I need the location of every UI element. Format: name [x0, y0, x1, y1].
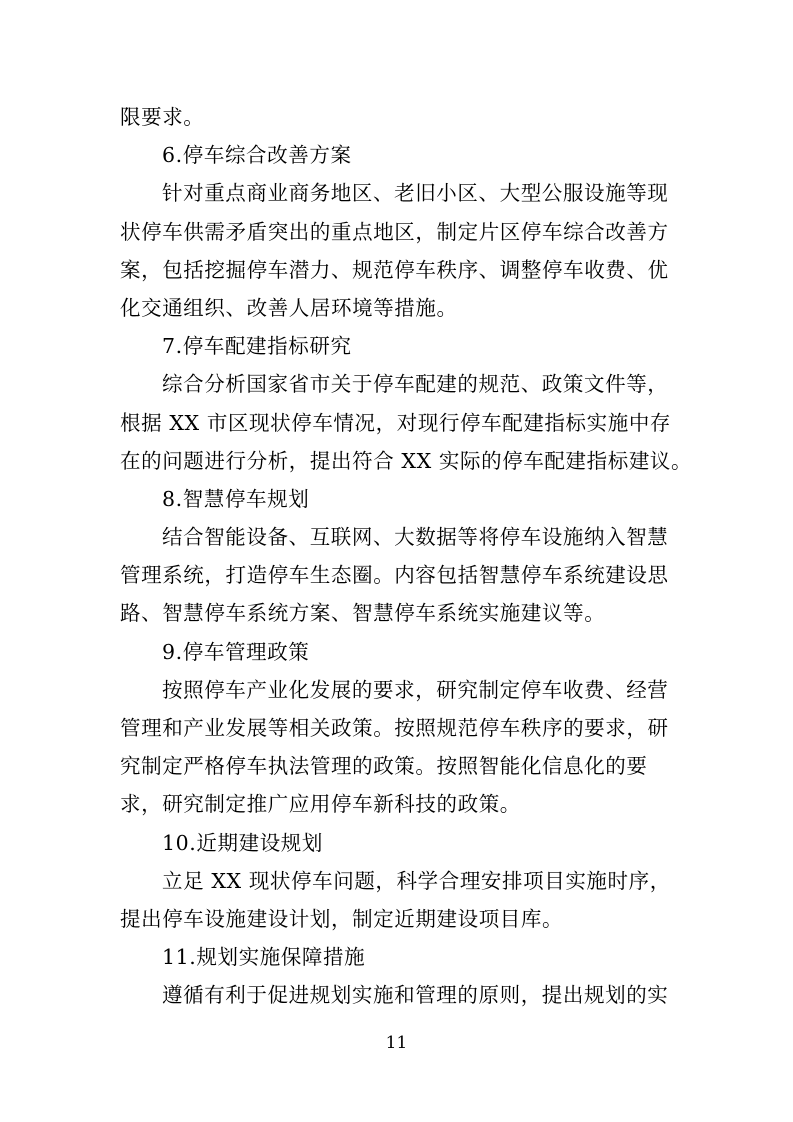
body-text-line: 针对重点商业商务地区、老旧小区、大型公服设施等现: [162, 181, 669, 206]
body-text-line: 综合分析国家省市关于停车配建的规范、政策文件等，: [162, 372, 669, 397]
body-text-line: 按照停车产业化发展的要求，研究制定停车收费、经营: [162, 677, 669, 702]
body-text-line: 立足 XX 现状停车问题，科学合理安排项目实施时序，: [162, 868, 671, 893]
body-text-line: 提出停车设施建设计划，制定近期建设项目库。: [120, 906, 564, 931]
body-text-line: 究制定严格停车执法管理的政策。按照智能化信息化的要: [120, 754, 648, 779]
document-body: [120, 98, 693, 1015]
body-text-line: 案，包括挖掘停车潜力、规范停车秩序、调整停车收费、优: [120, 257, 669, 282]
section-heading-9: 9.停车管理政策: [162, 639, 310, 664]
section-heading-8: 8.智慧停车规划: [162, 486, 310, 511]
body-text-line: 遵循有利于促进规划实施和管理的原则，提出规划的实: [162, 983, 669, 1008]
section-heading-6: 6.停车综合改善方案: [162, 143, 352, 168]
body-text-line: 路、智慧停车系统方案、智慧停车系统实施建议等。: [120, 601, 606, 626]
body-text-line: 管理系统，打造停车生态圈。内容包括智慧停车系统建设思: [120, 563, 669, 588]
body-text-line: 在的问题进行分析，提出符合 XX 实际的停车配建指标建议。: [120, 448, 693, 473]
body-text-line: 限要求。: [120, 105, 205, 129]
body-text-line: 求，研究制定推广应用停车新科技的政策。: [120, 792, 521, 817]
section-heading-10: 10.近期建设规划: [162, 830, 324, 855]
body-text-line: 结合智能设备、互联网、大数据等将停车设施纳入智慧: [162, 525, 669, 550]
section-heading-7: 7.停车配建指标研究: [162, 334, 352, 359]
body-text-line: 状停车供需矛盾突出的重点地区，制定片区停车综合改善方: [120, 219, 669, 244]
body-text-line: 根据 XX 市区现状停车情况，对现行停车配建指标实施中存: [120, 410, 672, 435]
section-heading-11: 11.规划实施保障措施: [162, 945, 366, 970]
body-text-line: 化交通组织、改善人居环境等措施。: [120, 295, 458, 320]
page-number: 11: [385, 1033, 408, 1053]
body-text-line: 管理和产业发展等相关政策。按照规范停车秩序的要求，研: [120, 716, 669, 740]
